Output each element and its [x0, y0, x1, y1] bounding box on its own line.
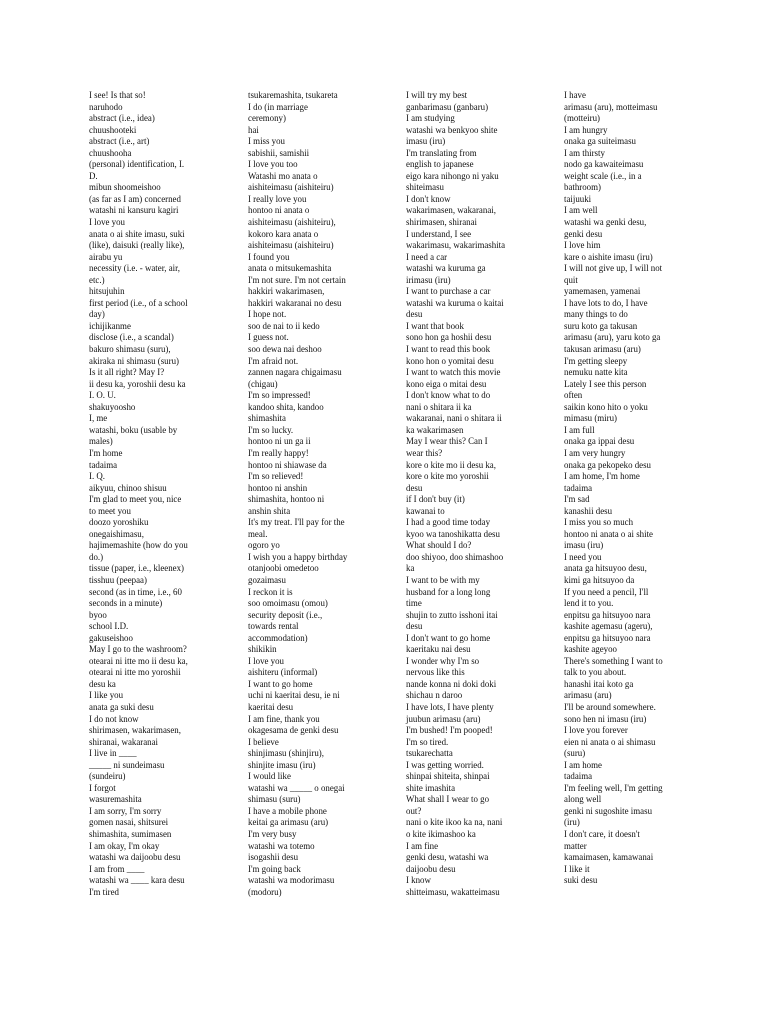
text-line: hakkiri wakaranai no desu	[248, 297, 342, 308]
text-line: I love you	[89, 217, 125, 228]
text-line: shite imashita	[406, 782, 456, 793]
text-line: nemuku natte kita	[564, 367, 628, 378]
text-line: Lately I see this person	[564, 378, 647, 389]
text-line: doo shiyoo, doo shimashoo	[406, 551, 504, 562]
text-line: eien ni anata o ai shimasu	[564, 736, 656, 747]
text-line: nani o shitara ii ka	[406, 401, 472, 412]
text-line: gozaimasu	[248, 574, 286, 585]
text-line: onaka ga ippai desu	[564, 436, 635, 447]
text-line: I love you too	[248, 159, 298, 170]
text-line: kore o kite mo ii desu ka,	[406, 459, 496, 470]
text-line: I am studying	[406, 113, 455, 124]
text-line: isogashii desu	[248, 852, 299, 863]
text-line: chuushooha	[89, 147, 132, 158]
text-line: zannen nagara chigaimasu	[248, 367, 342, 378]
text-line: shimasu (suru)	[248, 794, 301, 805]
text-line: ichijikanme	[89, 320, 131, 331]
text-line: daijoobu desu	[406, 863, 456, 874]
text-line: I'm so tired.	[406, 736, 449, 747]
text-line: tsukaremashita, tsukareta	[248, 90, 338, 100]
text-line: watashi, boku (usable by	[89, 424, 178, 435]
text-line: Watashi mo anata o	[248, 170, 318, 181]
text-line: naruhodo	[89, 101, 123, 112]
text-line: arimasu (aru), yaru koto ga	[564, 332, 661, 343]
text-column-1	[89, 90, 229, 898]
text-line: gakuseishoo	[89, 632, 133, 643]
text-line: airabu yu	[89, 251, 123, 262]
text-line: I am well	[564, 205, 598, 216]
text-line: tissue (paper, i.e., kleenex)	[89, 563, 185, 574]
text-line: I miss you	[248, 136, 285, 147]
text-line: hakkiri wakarimasen,	[248, 286, 325, 297]
text-line: desu	[406, 482, 423, 493]
text-line: I will try my best	[406, 90, 468, 100]
text-line: kaeritaku nai desu	[406, 644, 471, 655]
text-line: kaeritai desu	[248, 701, 294, 712]
text-line: I love you forever	[564, 725, 628, 736]
text-line: yamemasen, yamenai	[564, 286, 641, 297]
text-line: watashi wa _____ o onegai	[248, 782, 345, 793]
text-line: I see! Is that so!	[89, 90, 146, 100]
text-line: genki ni sugoshite imasu	[564, 805, 653, 816]
text-line: otanjoobi omedetoo	[248, 563, 319, 574]
text-line: chuushooteki	[89, 124, 137, 135]
text-line: seconds in a minute)	[89, 598, 163, 609]
text-line: onaka ga pekopeko desu	[564, 459, 651, 470]
text-line: kore o kite mo yoroshii	[406, 471, 489, 482]
text-line: shujin to zutto isshoni itai	[406, 609, 498, 620]
text-line: second (as in time, i.e., 60	[89, 586, 182, 597]
text-line: males)	[89, 436, 113, 447]
text-line: I'm so relieved!	[248, 471, 304, 482]
text-line: I. O. U.	[89, 390, 116, 401]
text-line: accommodation)	[248, 632, 308, 643]
text-line: soo dewa nai deshoo	[248, 344, 322, 355]
text-line: anata ga hitsuyoo desu,	[564, 563, 647, 574]
text-line: to meet you	[89, 505, 131, 516]
text-line: watashi wa kuruma o kaitai	[406, 297, 504, 308]
text-line: hanashi itai koto ga	[564, 678, 634, 689]
text-line: kamaimasen, kamawanai	[564, 852, 654, 863]
text-line: kimi ga hitsuyoo da	[564, 574, 635, 585]
text-line: I forgot	[89, 782, 116, 793]
text-line: kanashii desu	[564, 505, 613, 516]
text-line: aishiteimasu (aishiteiru)	[248, 182, 334, 193]
text-line: watashi wa totemo	[248, 840, 315, 851]
text-line: hajimemashite (how do you	[89, 540, 188, 551]
text-line: english to japanese	[406, 159, 474, 170]
text-line: shitteimasu, wakatteimasu	[406, 886, 500, 897]
text-line: shinjite imasu (iru)	[248, 759, 316, 770]
text-line: (like), daisuki (really like),	[89, 240, 185, 251]
text-line: matter	[564, 840, 587, 851]
text-line: shinpai shiteita, shinpai	[406, 771, 490, 782]
text-line: I'll be around somewhere.	[564, 701, 656, 712]
text-line: ka	[406, 563, 415, 574]
text-line: I want to go home	[248, 678, 313, 689]
text-line: tadaima	[564, 482, 593, 493]
text-line: soo de nai to ii kedo	[248, 320, 320, 331]
text-line: shirimasen, wakarimasen,	[89, 725, 181, 736]
text-line: onaka ga suiteimasu	[564, 136, 636, 147]
text-line: I want that book	[406, 320, 464, 331]
text-line: I understand, I see	[406, 228, 472, 239]
text-line: many things to do	[564, 309, 628, 320]
text-line: abstract (i.e., idea)	[89, 113, 155, 124]
text-column-2	[248, 90, 388, 898]
text-line: school I.D.	[89, 621, 129, 632]
text-line: enpitsu ga hitsuyoo nara	[564, 609, 651, 620]
text-line: I'm really happy!	[248, 447, 309, 458]
text-line: hontoo ni un ga ii	[248, 436, 311, 447]
text-line: saikin kono hito o yoku	[564, 401, 648, 412]
text-line: hitsujuhin	[89, 286, 125, 297]
text-line: (iru)	[564, 817, 580, 828]
text-line: otearai ni itte mo ii desu ka,	[89, 655, 188, 666]
text-line: D.	[89, 170, 98, 181]
text-line: gomen nasai, shitsurei	[89, 817, 169, 828]
text-line: I believe	[248, 736, 279, 747]
text-line: security deposit (i.e.,	[248, 609, 323, 620]
text-line: towards rental	[248, 621, 299, 632]
text-line: wakaranai, nani o shitara ii	[406, 413, 502, 424]
text-line: I hope not.	[248, 309, 287, 320]
text-line: I am sorry, I'm sorry	[89, 805, 162, 816]
text-line: I want to be with my	[406, 574, 480, 585]
text-line: hontoo ni anata o	[248, 205, 310, 216]
text-line: aishiteru (informal)	[248, 667, 318, 678]
text-line: if I don't buy (it)	[406, 494, 465, 505]
text-line: sono hon ga hoshii desu	[406, 332, 492, 343]
text-line: desu	[406, 621, 423, 632]
text-line: enpitsu ga hitsuyoo nara	[564, 632, 651, 643]
text-line: eigo kara nihongo ni yaku	[406, 170, 499, 181]
text-line: I want to read this book	[406, 344, 491, 355]
text-line: anata o ai shite imasu, suki	[89, 228, 185, 239]
text-line: If you need a pencil, I'll	[564, 586, 649, 597]
text-line: sono hen ni imasu (iru)	[564, 713, 647, 724]
text-line: etc.)	[89, 274, 105, 285]
text-line: weight scale (i.e., in a	[564, 170, 642, 181]
text-line: ceremony)	[248, 113, 286, 124]
text-line: shiteimasu	[406, 182, 444, 193]
text-line: out?	[406, 805, 422, 816]
text-line: kashite agemasu (ageru),	[564, 621, 653, 632]
text-line: I'm sad	[564, 494, 590, 505]
text-line: I am fine	[406, 840, 439, 851]
text-line: genki desu	[564, 228, 603, 239]
text-line: ii desu ka, yoroshii desu ka	[89, 378, 186, 389]
text-line: kandoo shita, kandoo	[248, 401, 324, 412]
text-line: wakarimasen, wakaranai,	[406, 205, 496, 216]
text-line: onegaishimasu,	[89, 528, 144, 539]
text-line: Is it all right? May I?	[89, 367, 165, 378]
text-line: shimashita, hontoo ni	[248, 494, 325, 505]
text-line: It's my treat. I'll pay for the	[248, 517, 345, 528]
text-line: do.)	[89, 551, 104, 562]
text-line: I am from ____	[89, 863, 145, 874]
text-line: watashi wa benkyoo shite	[406, 124, 498, 135]
text-line: byoo	[89, 609, 107, 620]
text-line: (sundeiru)	[89, 771, 126, 782]
text-line: I want to watch this movie	[406, 367, 501, 378]
text-line: hontoo ni anata o ai shite	[564, 528, 653, 539]
text-line: imasu (iru)	[564, 540, 604, 551]
text-line: kare o aishite imasu (iru)	[564, 251, 653, 262]
text-line: ogoro yo	[248, 540, 280, 551]
text-line: I live in ____	[89, 748, 137, 759]
text-line: suki desu	[564, 875, 598, 886]
text-line: watashi wa daijoobu desu	[89, 852, 181, 863]
text-line: I do not know	[89, 713, 139, 724]
text-line: kono eiga o mitai desu	[406, 378, 487, 389]
text-line: o kite ikimashoo ka	[406, 829, 476, 839]
text-line: tsukarechatta	[406, 748, 453, 759]
text-line: I am very hungry	[564, 447, 626, 458]
text-line: akiraka ni shimasu (suru)	[89, 355, 179, 366]
text-line: I'm very busy	[248, 829, 297, 839]
text-line: wasuremashita	[89, 794, 142, 805]
text-line: I guess not.	[248, 332, 289, 343]
text-line: watashi wa genki desu,	[564, 217, 647, 228]
text-line: shakuyoosho	[89, 401, 136, 412]
text-line: ganbarimasu (ganbaru)	[406, 101, 489, 112]
text-line: shimashita	[248, 413, 286, 424]
text-line: juubun arimasu (aru)	[406, 713, 481, 724]
text-line: doozo yoroshiku	[89, 517, 149, 528]
text-line: I'm feeling well, I'm getting	[564, 782, 663, 793]
text-line: meal.	[248, 528, 268, 539]
text-line: otearai ni itte mo yoroshii	[89, 667, 181, 678]
text-line: I am hungry	[564, 124, 608, 135]
text-line: shirimasen, shiranai	[406, 217, 477, 228]
text-line: tadaima	[89, 459, 118, 470]
text-line: nodo ga kawaiteimasu	[564, 159, 644, 170]
text-line: time	[406, 598, 422, 609]
text-line: I have lots, I have plenty	[406, 701, 494, 712]
text-line: I know	[406, 875, 431, 886]
text-line: mimasu (miru)	[564, 413, 617, 424]
text-line: desu	[406, 309, 423, 320]
text-line: ka wakarimasen	[406, 424, 464, 435]
text-line: I am thirsty	[564, 147, 605, 158]
text-line: arimasu (aru)	[564, 690, 612, 701]
text-line: I'm not sure. I'm not certain	[248, 274, 346, 285]
text-line: I'm translating from	[406, 147, 477, 158]
text-line: I need you	[564, 551, 602, 562]
text-line: I really love you	[248, 193, 307, 204]
text-line: I would like	[248, 771, 291, 782]
text-line: nande konna ni doki doki	[406, 678, 497, 689]
text-line: watashi wa ____ kara desu	[89, 875, 185, 886]
text-line: quit	[564, 274, 578, 285]
text-line: aikyuu, chinoo shisuu	[89, 482, 167, 493]
text-line: soo omoimasu (omou)	[248, 598, 328, 609]
text-line: I. Q.	[89, 471, 106, 482]
text-line: sabishii, samishii	[248, 147, 310, 158]
text-line: watashi ni kansuru kagiri	[89, 205, 179, 216]
text-line: kokoro kara anata o	[248, 228, 319, 239]
text-line: tisshuu (peepaa)	[89, 574, 147, 585]
text-line: desu ka	[89, 678, 116, 689]
text-line: arimasu (aru), motteimasu	[564, 101, 658, 112]
text-line: bathroom)	[564, 182, 601, 193]
text-line: shikikin	[248, 644, 277, 655]
text-line: anata ga suki desu	[89, 701, 154, 712]
text-line: hai	[248, 124, 259, 135]
text-line: I need a car	[406, 251, 448, 262]
text-line: anata o mitsukemashita	[248, 263, 332, 274]
text-line: I am home	[564, 759, 602, 770]
text-line: hontoo ni shiawase da	[248, 459, 327, 470]
text-line: necessity (i.e. - water, air,	[89, 263, 180, 274]
text-line: suru koto ga takusan	[564, 320, 638, 331]
text-line: I don't want to go home	[406, 632, 491, 643]
text-line: husband for a long long	[406, 586, 491, 597]
text-line: I have a mobile phone	[248, 805, 327, 816]
text-line: kashite ageyoo	[564, 644, 617, 655]
text-line: disclose (i.e., a scandal)	[89, 332, 174, 343]
text-line: I am fine, thank you	[248, 713, 320, 724]
text-line: What shall I wear to go	[406, 794, 490, 805]
text-line: shiranai, wakaranai	[89, 736, 158, 747]
text-line: I like you	[89, 690, 124, 701]
text-line: talk to you about.	[564, 667, 627, 678]
text-line: (modoru)	[248, 886, 282, 897]
text-line: I was getting worried.	[406, 759, 484, 770]
text-line: I love him	[564, 240, 601, 251]
text-line: I am home, I'm home	[564, 471, 640, 482]
text-line: bakuro shimasu (suru),	[89, 344, 171, 355]
text-line: nervous like this	[406, 667, 465, 678]
text-line: I have	[564, 90, 586, 100]
text-line: I, me	[89, 413, 108, 424]
text-line: keitai ga arimasu (aru)	[248, 817, 329, 828]
text-line: day)	[89, 309, 105, 320]
text-line: I'm so lucky.	[248, 424, 294, 435]
text-line: I don't know what to do	[406, 390, 491, 401]
text-line: I like it	[564, 863, 590, 874]
text-line: (suru)	[564, 748, 586, 759]
text-line: I reckon it is	[248, 586, 293, 597]
text-line: I will not give up, I will not	[564, 263, 663, 274]
text-column-3	[406, 90, 546, 898]
text-line: genki desu, watashi wa	[406, 852, 489, 863]
text-line: I have lots to do, I have	[564, 297, 648, 308]
text-line: anshin shita	[248, 505, 291, 516]
text-line: I wonder why I'm so	[406, 655, 480, 666]
text-line: kawanai to	[406, 505, 445, 516]
text-line: (personal) identification, I.	[89, 159, 185, 170]
text-line: I'm home	[89, 447, 123, 458]
text-line: I'm getting sleepy	[564, 355, 628, 366]
text-line: watashi wa modorimasu	[248, 875, 335, 886]
text-line: takusan arimasu (aru)	[564, 344, 641, 355]
text-line: hontoo ni anshin	[248, 482, 308, 493]
text-line: (chigau)	[248, 378, 278, 389]
text-line: I had a good time today	[406, 517, 491, 528]
text-column-4	[564, 90, 704, 887]
text-line: wear this?	[406, 447, 443, 458]
text-line: I do (in marriage	[248, 101, 308, 112]
text-line: irimasu (iru)	[406, 274, 451, 285]
text-line: first period (i.e., of a school	[89, 297, 188, 308]
text-line: I am okay, I'm okay	[89, 840, 160, 851]
text-line: shichau n daroo	[406, 690, 463, 701]
text-line: kono hon o yomitai desu	[406, 355, 494, 366]
text-line: I found you	[248, 251, 290, 262]
text-line: aishiteimasu (aishiteiru),	[248, 217, 336, 228]
text-line: nani o kite ikoo ka na, nani	[406, 817, 503, 828]
text-line: I want to purchase a car	[406, 286, 491, 297]
text-line: I don't know	[406, 193, 451, 204]
text-line: taijuuki	[564, 193, 592, 204]
text-line: I'm afraid not.	[248, 355, 299, 366]
text-line: I'm bushed! I'm pooped!	[406, 725, 493, 736]
text-line: (motteiru)	[564, 113, 600, 124]
text-line: I miss you so much	[564, 517, 634, 528]
text-line: abstract (i.e., art)	[89, 136, 150, 147]
text-line: often	[564, 390, 583, 401]
text-line: along well	[564, 794, 602, 805]
text-line: I'm so impressed!	[248, 390, 311, 401]
text-line: watashi wa kuruma ga	[406, 263, 486, 274]
text-line: mibun shoomeishoo	[89, 182, 161, 193]
text-line: I love you	[248, 655, 284, 666]
text-line: kyoo wa tanoshikatta desu	[406, 528, 500, 539]
text-line: _____ ni sundeimasu	[89, 759, 165, 770]
text-line: shinjimasu (shinjiru),	[248, 748, 324, 759]
text-line: okagesama de genki desu	[248, 725, 339, 736]
text-line: tadaima	[564, 771, 593, 782]
text-line: I am full	[564, 424, 595, 435]
text-line: What should I do?	[406, 540, 472, 551]
text-line: (as far as I am) concerned	[89, 193, 181, 204]
text-line: May I go to the washroom?	[89, 644, 187, 655]
text-line: shimashita, sumimasen	[89, 829, 172, 839]
text-line: aishiteimasu (aishiteiru)	[248, 240, 334, 251]
text-line: May I wear this? Can I	[406, 436, 488, 447]
text-line: There's something I want to	[564, 655, 663, 666]
text-line: I wish you a happy birthday	[248, 551, 348, 562]
text-line: I don't care, it doesn't	[564, 829, 640, 839]
text-line: I'm going back	[248, 863, 301, 874]
text-line: imasu (iru)	[406, 136, 446, 147]
text-line: I'm glad to meet you, nice	[89, 494, 182, 505]
text-line: uchi ni kaeritai desu, ie ni	[248, 690, 340, 701]
text-line: wakarimasu, wakarimashita	[406, 240, 506, 251]
text-line: I'm tired	[89, 886, 119, 897]
text-line: lend it to you.	[564, 598, 614, 609]
